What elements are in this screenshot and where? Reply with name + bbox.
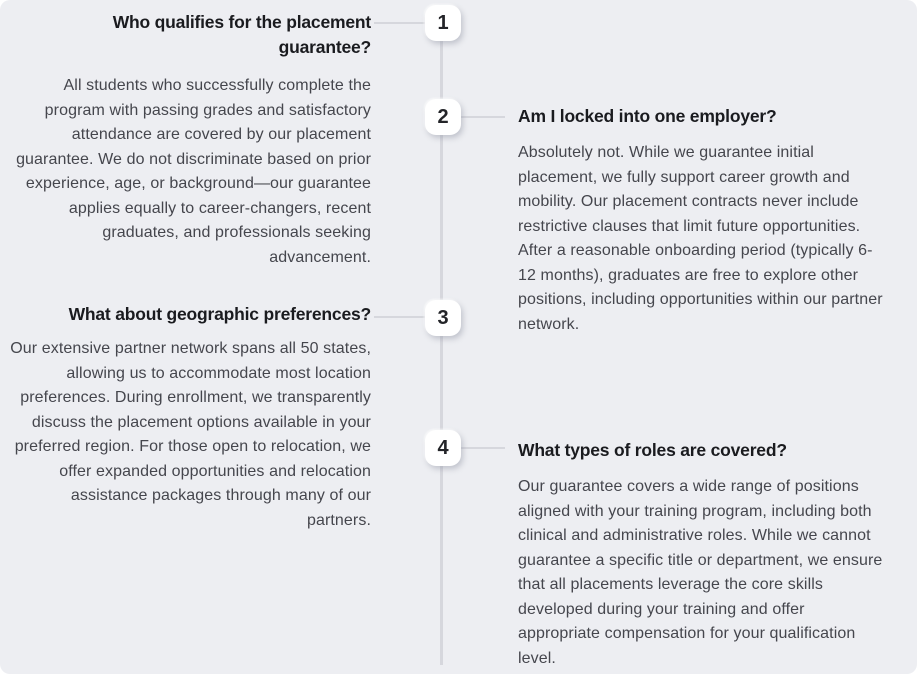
timeline-step-badge-3: 3 bbox=[425, 300, 461, 336]
timeline-step-badge-2: 2 bbox=[425, 99, 461, 135]
faq-answer-4: Our guarantee covers a wide range of positions aligned with your training program, including both clinical and administrative roles. While we cannot guarantee a specific title or department, we ensure that all placements leverage the core skills developed during your training and offer appropriate compensation for your qualification level. bbox=[518, 478, 883, 667]
faq-question-2: Am I locked into one employer? bbox=[518, 106, 777, 126]
faq-item-4 bbox=[518, 438, 884, 671]
timeline-connector-4 bbox=[459, 447, 505, 449]
timeline-connector-2 bbox=[459, 116, 505, 118]
faq-answer-2: Absolutely not. While we guarantee initial placement, we fully support career growth and mobility. Our placement contracts never include restrictive clauses that limit future opportunities. After a reasonable onboarding period (typically 6-12 months), graduates are free to explore other positions, including opportunities within our partner network. bbox=[518, 144, 883, 333]
timeline-step-badge-1: 1 bbox=[425, 5, 461, 41]
faq-item-2 bbox=[518, 104, 884, 337]
faq-item-3 bbox=[5, 302, 371, 533]
timeline-connector-1 bbox=[374, 22, 426, 24]
timeline-step-badge-4: 4 bbox=[425, 430, 461, 466]
faq-item-1 bbox=[5, 10, 371, 270]
faq-question-3: What about geographic preferences? bbox=[68, 304, 371, 324]
faq-answer-3: Our extensive partner network spans all 50 states, allowing us to accommodate most location preferences. During enrollment, we transparently discuss the placement options available in your preferred region. For those open to relocation, we offer expanded opportunities and relocation assistance packages through many of our partners. bbox=[10, 340, 371, 529]
faq-question-1: Who qualifies for the placement guarantee? bbox=[112, 12, 371, 57]
faq-answer-1: All students who successfully complete the program with passing grades and satisfactory attendance are covered by our placement guarantee. We do not discriminate based on prior experience, age, or background—our guarantee applies equally to career-changers, recent graduates, and professionals seeking advancement. bbox=[16, 77, 371, 266]
faq-question-4: What types of roles are covered? bbox=[518, 440, 787, 460]
timeline-connector-3 bbox=[374, 316, 426, 318]
